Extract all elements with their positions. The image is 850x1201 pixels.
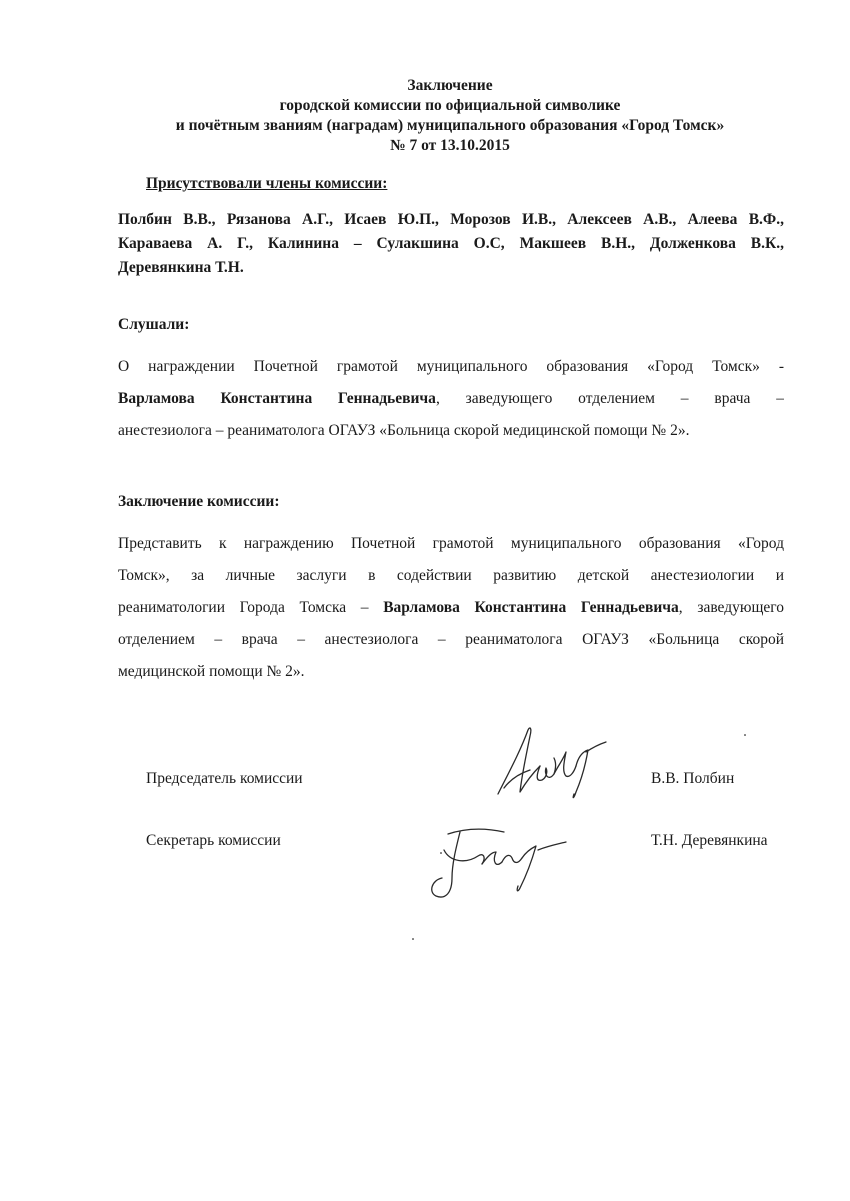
conclusion-line: Томск», за личные заслуги в содействии развитию детской анестезиологии и	[118, 567, 784, 584]
scan-speck	[412, 938, 414, 940]
conclusion-line: отделением – врача – анестезиолога – реаниматолога ОГАУЗ «Больница скорой	[118, 631, 784, 648]
present-members-list	[118, 208, 784, 280]
nominee-name: Варламова Константина Геннадьевича	[383, 599, 679, 616]
conclusion-label: Заключение комиссии:	[118, 493, 280, 510]
chair-signature-icon	[490, 722, 610, 807]
members-line: Полбин В.В., Рязанова А.Г., Исаев Ю.П., Морозов И.В., Алексеев А.В., Алеева В.Ф.,	[118, 211, 784, 228]
scan-speck	[440, 852, 442, 854]
conclusion-paragraph	[118, 528, 784, 688]
conclusion-line-end: , заведующего	[678, 599, 784, 616]
chair-role: Председатель комиссии	[146, 770, 303, 787]
header-commission-scope: и почётным званиям (наградам) муниципального образования «Город Томск»	[175, 117, 725, 134]
nominee-name: Варламова Константина Геннадьевича	[118, 390, 436, 407]
header-title: Заключение	[407, 77, 493, 94]
chair-name: В.В. Полбин	[651, 770, 735, 787]
document-header	[100, 76, 800, 156]
nominee-position: , заведующего отделением – врача –	[435, 390, 784, 407]
header-commission: городской комиссии по официальной символике	[279, 97, 621, 114]
conclusion-line: Представить к награждению Почетной грамотой муниципального образования «Город	[118, 535, 784, 552]
secretary-signature-icon	[426, 818, 571, 903]
secretary-name: Т.Н. Деревянкина	[651, 832, 768, 849]
members-line: Деревянкина Т.Н.	[118, 259, 244, 276]
scan-speck	[744, 734, 746, 736]
heard-line: анестезиолога – реаниматолога ОГАУЗ «Больница скорой медицинской помощи № 2».	[118, 422, 690, 439]
secretary-role: Секретарь комиссии	[146, 832, 281, 849]
heard-line: О награждении Почетной грамотой муниципального образования «Город Томск» -	[118, 358, 784, 375]
heard-label: Слушали:	[118, 316, 190, 333]
conclusion-line	[118, 592, 784, 624]
members-line: Караваева А. Г., Калинина – Сулакшина О.С, Макшеев В.Н., Долженкова В.К.,	[118, 235, 784, 252]
conclusion-line-start: реаниматологии Города Томска –	[118, 599, 384, 616]
conclusion-line: медицинской помощи № 2».	[118, 663, 305, 680]
header-number-date: № 7 от 13.10.2015	[390, 137, 510, 154]
heard-paragraph	[118, 351, 784, 447]
heard-line	[118, 383, 784, 415]
present-members-label: Присутствовали члены комиссии:	[146, 175, 388, 192]
